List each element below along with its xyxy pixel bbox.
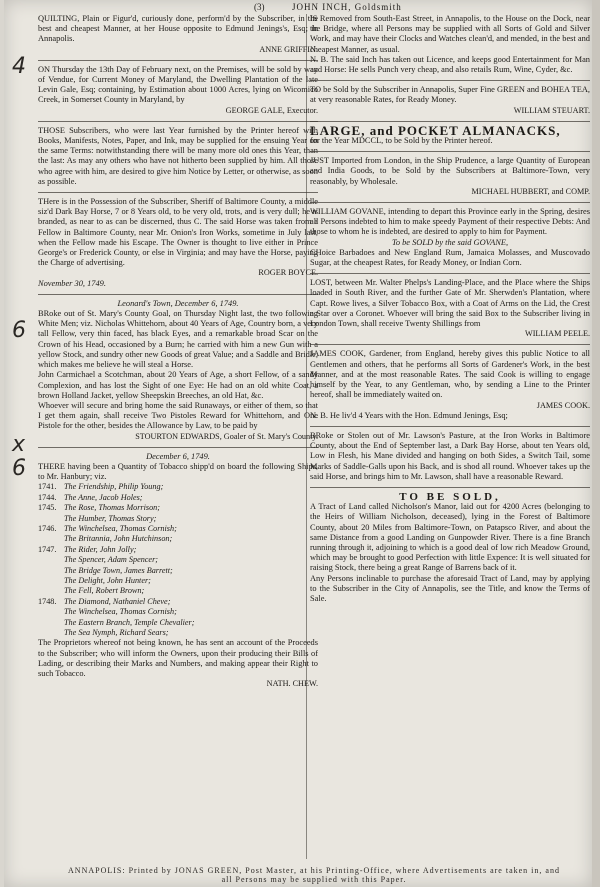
ship-entry [38,534,318,544]
newspaper-page [4,0,592,887]
advertisement-tobacco [38,452,318,690]
ad-text: WILLIAM GOVANE, intending to depart this Province early in the Spring, desires all Persons indebted to him to make speedy Payment of their respective Debts: And those to whom he is indebted, are desired to apply to him for Payment. [310,207,590,237]
ad-subhead: To be SOLD by the said GOVANE, [391,237,509,247]
ship-year: 1747. [38,544,57,554]
ad-text: Whoever will secure and bring home the said Runaways, or either of them, so that I get them again, shall receive Two Pistoles Reward for Whittehorn, and One Pistole for the other, besides the Allowance by Law, to be paid by [38,400,318,431]
margin-note: 4 [12,54,26,79]
advertisement-almanacks [310,122,590,146]
ad-text: John Carmichael a Scotchman, about 20 Years of Age, a short Fellow, of a sandy Complexion, and has lost the Sight of one Eye: He had on an old white Coat, a brown Holland Jacket, yellow Sheepskin Breeches, an old Hat, &c. [38,370,318,400]
ad-signature: STOURTON EDWARDS, Goaler of St. Mary's County. [135,431,318,441]
divider [310,121,590,122]
right-column [310,14,590,874]
ad-text: ON Thursday the 13th Day of February next, on the Premises, will be sold by way of Vendue, for Current Money of Maryland, the Dwelling Plantation of the late Levin Gale, Esq; containing, by Estimation about 1000 Acres, lying on Wicomico Creek, in Somerset County in Maryland, by [38,64,318,105]
divider [38,60,318,61]
ship-name: The Britannia, John Hutchinson; [64,534,173,544]
ship-name: The Fell, Robert Brown; [64,586,145,596]
ship-name: The Winchelsea, Thomas Cornish; [64,607,177,617]
ship-entry [38,493,318,503]
ship-entry [38,607,318,617]
ship-entry [38,566,318,576]
ship-year: 1745. [38,503,57,513]
advertisement-imported-goods [310,156,590,197]
ship-entry [38,545,318,555]
ship-entry [38,586,318,596]
advertisement-stray-horse [38,197,318,289]
advertisement-tea [310,85,590,116]
ship-name: The Humber, Thomas Story; [64,513,157,523]
ship-year: 1744. [38,492,57,502]
running-head: JOHN INCH, Goldsmith [292,2,402,12]
ad-signature: WILLIAM PEELE. [524,329,590,339]
ship-entry [38,514,318,524]
ad-note: N. B. The said Inch has taken out Licence, and keeps good Entertainment for Man and Horse: He sells Punch very cheap, and also retails Rum, Wine, Cyder, &c. [310,54,590,75]
ship-name: The Diamond, Nathaniel Cheve; [64,596,171,606]
advertisement-vendue [38,65,318,116]
ship-year: 1741. [38,482,57,492]
ship-name: The Sea Nymph, Richard Sears; [64,628,169,638]
left-column [38,14,318,874]
ad-text: QUILTING, Plain or Figur'd, curiously done, perform'd by the Subscriber, in the best and cheapest Manner, at her House opposite to Edmund Jenings's, Esq; in Annapolis. [38,14,318,44]
ad-heading: LARGE, and POCKET ALMANACKS, [310,122,561,138]
ad-signature: WILLIAM STEUART. [513,105,590,115]
advertisement-goldsmith [310,14,590,75]
divider [310,426,590,427]
margin-note: 6 [12,456,26,481]
ship-entry [38,524,318,534]
advertisement-subscribers [38,126,318,187]
ship-name: The Rose, Thomas Morrison; [64,503,160,513]
ad-text: IS Removed from South-East Street, in Annapolis, to the House on the Dock, near the Bridge, where all Persons may be supplied with all Sorts of Gold and Silver Work, and may have their Clocks and Watches clean'd, and mended, in the best and cheapest Manner, as usual. [310,14,590,54]
page-number: (3) [254,2,265,12]
ship-entry [38,576,318,586]
ad-signature: GEORGE GALE, Executor. [225,105,318,115]
divider [38,447,318,448]
ship-list [38,482,318,638]
imprint-footer: ANNAPOLIS: Printed by JONAS GREEN, Post Master, at his Printing-Office, where Advertisements are taken in, and all Persons may be supplied with this Paper. [68,866,560,884]
divider [310,487,590,488]
ship-entry [38,555,318,565]
ad-text: THOSE Subscribers, who were last Year furnished by the Printer hereof with Books, Manifests, Notes, Paper, and Ink, may be supplied for the ensuing Year on the same Terms: notwithstanding there will be many more old ones this Year, than the last: As may any others who have not hitherto been supplied by him. All those who agree with him, are desired to give him Notice by Letter, or otherwise, as soon as possible. [38,125,318,186]
divider [310,273,590,274]
ship-name: The Delight, John Hunter; [64,575,151,585]
ad-signature: ROGER BOYCE. [258,268,318,278]
ad-text: A Tract of Land called Nicholson's Manor, laid out for 4200 Acres (belonging to the Heirs of William Nicholson, deceased), lying in the Forest of Baltimore County, about 20 Miles from Baltimore-Town, on Patapsco River, and about the same Distance from a good Landing on Gunpowder River. There is a fine Branch running through it, adjoining to which is a good deal of low rich Meadow Ground, which may be brought to good Perfection with little Expence: It is well situated for raising Stock, there being a great Range of Barrens back of it. [310,502,590,573]
ad-text: BRoke out of St. Mary's County Goal, on Thursday Night last, the two following White Men; viz. Nicholas Whittehorn, about 40 Years of Age, Country born, a very tall Fellow, very thin faced, has black Eyes, and a remarkable broad Scar on the Crown of his Head, occasioned by a Burn; he carried with him a new Gun with a yellow Stock, and sundry other new Goods of great Value; and a Saddle and Bridle, which makes me believe he will steal a Horse. [38,309,318,370]
ad-text: BRoke or Stolen out of Mr. Lawson's Pasture, at the Iron Works in Baltimore County, about the End of September last, a Dark Bay Horse, about ten Years old, Low in Flesh, his Mane divided and hanging on both Sides, a Switch Tail, some Marks of Saddle-Galls upon his Back, and is shod all round. Whoever takes up the said Horse, and brings him to Mr. Lawson, shall have a reasonable Reward. [310,430,590,481]
ad-text: LOST, between Mr. Walter Phelps's Landing-Place, and the Place where the Ships loaded in South River, and the further Gate of Mr. Sherwden's Plantation, where Capt. Rowe lives, a Silver Tobacco Box, with a Coat of Arms on the Lid, the Crest a Star over a Coronet. Whoever will bring the said Box to the Subscriber living in London Town, shall receive Twenty Shillings from [310,278,590,329]
ad-text: for the Year MDCCL, to be Sold by the Printer hereof. [310,136,493,146]
ship-year: 1746. [38,523,57,533]
margin-note: x [12,432,26,457]
ship-entry [38,503,318,513]
ad-text: JAMES COOK, Gardener, from England, hereby gives this public Notice to all Gentlemen and others, that he performs all Sorts of Gardener's Work, in the best Manner, and at the most reasonable Rates. The said Cook is willing to engage himself by the Year, to any Gentleman, who, by sending a Line to the Printer hereof, shall be immediately waited on. [310,349,590,400]
divider [310,344,590,345]
ad-text: CHoice Barbadoes and New England Rum, Jamaica Molasses, and Muscovado Sugar, at the cheapest Rates, for Ready Money, or Indian Corn. [310,247,590,268]
divider [310,151,590,152]
margin-note: 6 [12,318,26,343]
ship-entry [38,597,318,607]
ship-entry [38,628,318,638]
ship-name: The Bridge Town, James Barrett; [64,565,173,575]
ad-date: November 30, 1749. [38,278,106,288]
advertisement-quilting [38,14,318,55]
advertisement-runaways [38,299,318,442]
ad-text: THere is in the Possession of the Subscriber, Sheriff of Baltimore County, a middle siz'd Dark Bay Horse, 7 or 8 Years old, to be very old, trots, and is very dull; he is branded, as near to as can be discerned, thus C. The said Horse was taken from a Fellow in Baltimore County, near Mr. Onion's Iron Works, sometime in July last, when the Fellow made his Escape. The Owner is thought to live either in Prince George's or Frederick County, or else in Virginia; and may have the Horse, paying the Charge of advertising. [38,197,318,268]
advertisement-stolen-horse [310,431,590,482]
advertisement-govane [310,207,590,268]
advertisement-gardener [310,349,590,420]
ad-text: JUST Imported from London, in the Ship Prudence, a large Quantity of European and India Goods, to be Sold by the Subscribers at Baltimore-Town, very reasonably, by Wholesale. [310,156,590,186]
ad-signature: ANNE GRIFFIN. [259,44,318,54]
ad-signature: JAMES COOK. [536,400,590,410]
ship-name: The Anne, Jacob Holes; [64,492,143,502]
divider [310,202,590,203]
ad-heading: TO BE SOLD, [399,490,501,503]
page-edge [592,0,600,887]
ad-text: The Proprietors whereof not being known, he has sent an account of the Proceeds to the Subscriber; who will inform the Owners, upon their producing their Bills of Lading, or describing their Marks and Numbers, and making appear their Right to such Tobacco. [38,638,318,679]
ship-name: The Eastern Branch, Temple Chevalier; [64,617,195,627]
ad-signature: MICHAEL HUBBERT, and COMP. [471,186,590,196]
divider [38,294,318,295]
ad-signature: NATH. CHEW. [266,679,318,689]
ad-text: TO be Sold by the Subscriber in Annapolis, Super Fine GREEN and BOHEA TEA, at very reasonable Rates, for Ready Money. [310,85,590,105]
ship-entry [38,482,318,492]
divider [38,121,318,122]
advertisement-lost-box [310,278,590,339]
ad-text: THERE having been a Quantity of Tobacco shipp'd on board the following Ships, to Mr. Hanbury; viz. [38,461,318,482]
ship-name: The Rider, John Jolly; [64,544,137,554]
ship-name: The Winchelsea, Thomas Cornish; [64,523,177,533]
advertisement-land-sale [310,492,590,604]
divider [38,192,318,193]
ad-note: N. B. He liv'd 4 Years with the Hon. Edmund Jenings, Esq; [310,410,508,420]
ad-dateline: Leonard's Town, December 6, 1749. [117,298,239,308]
ad-text: Any Persons inclinable to purchase the aforesaid Tract of Land, may by applying to the Subscriber in the City of Annapolis, see the Title, and know the Terms of Sale. [310,573,590,603]
ship-name: The Friendship, Philip Young; [64,482,164,492]
ad-dateline: December 6, 1749. [146,451,210,461]
ship-entry [38,618,318,628]
ship-name: The Spencer, Adam Spencer; [64,555,158,565]
ship-year: 1748. [38,596,57,606]
divider [310,80,590,81]
